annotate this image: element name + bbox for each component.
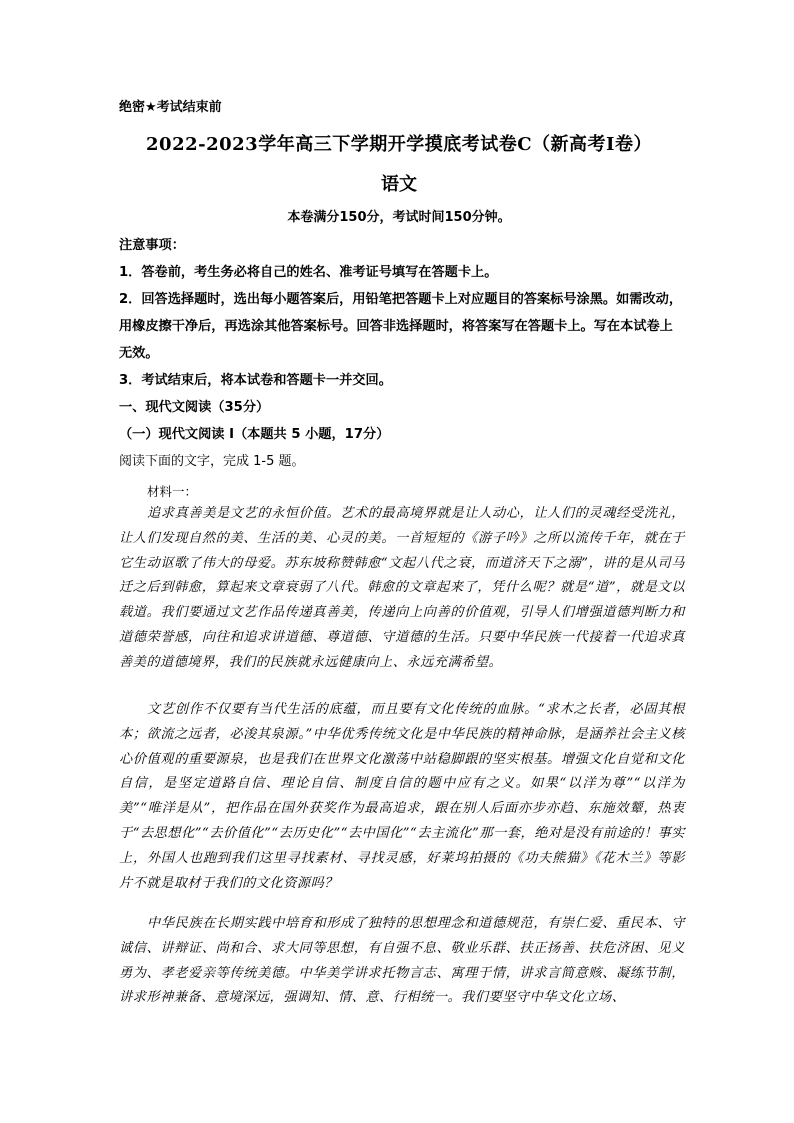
exam-title: 2022-2023学年高三下学期开学摸底考试卷C（新高考I卷） (146, 134, 652, 155)
material-paragraph: 追求真善美是文艺的永恒价值。艺术的最高境界就是让人动心，让人们的灵魂经受洗礼，让人们发现自然的美、生活的美、心灵的美。一首短短的《游子吟》之所以流传千年，就在于它生动讴歌了伟大的母爱。苏东坡称赞韩愈“文起八代之衰，而道济天下之溺”，讲的是从司马迁之后到韩愈，算起来文章衰弱了八代。韩愈的文章起来了，凭什么呢？就是“道”，就是文以载道。我们要通过文艺作品传递真善美，传递向上向善的价值观，引导人们增强道德判断力和道德荣誉感，向往和追求讲道德、尊道德、守道德的生活。只要中华民族一代接着一代追求真善美的道德境界，我们的民族就永远健康向上、永远充满希望。 (119, 506, 685, 670)
section-subtitle: （一）现代文阅读 I（本题共 5 小题，17分） (119, 427, 390, 442)
material-label: 材料一： (147, 484, 198, 499)
notice-item-2: 2．回答选择题时，选出每小题答案后，用铅笔把答题卡上对应题目的答案标号涂黑。如需改动，用橡皮擦干净后，再选涂其他答案标号。回答非选择题时，将答案写在答题卡上。写在本试卷上无效。 (119, 292, 683, 361)
subject-title: 语文 (381, 174, 417, 195)
reading-instruction: 阅读下面的文字，完成 1-5 题。 (119, 454, 305, 469)
confidential-mark: 绝密★考试结束前 (119, 100, 222, 115)
section-title: 一、现代文阅读（35分） (119, 400, 270, 415)
score-info: 本卷满分150分，考试时间150分钟。 (287, 210, 511, 225)
notice-item-1: 1．答卷前，考生务必将自己的姓名、准考证号填写在答题卡上。 (119, 265, 498, 280)
material-paragraph: 中华民族在长期实践中培育和形成了独特的思想理念和道德规范，有崇仁爱、重民本、守诚信、讲辩证、尚和合、求大同等思想，有自强不息、敬业乐群、扶正扬善、扶危济困、见义勇为、孝老爱亲等传统美德。中华美学讲求托物言志、寓理于情，讲求言简意赅、凝练节制，讲求形神兼备、意境深远，强调知、情、意、行相统一。我们要坚守中华文化立场、 (119, 916, 685, 1006)
notice-item-3: 3．考试结束后，将本试卷和答题卡一并交回。 (119, 373, 392, 388)
notice-title: 注意事项： (119, 238, 185, 253)
material-paragraph: 文艺创作不仅要有当代生活的底蕴，而且要有文化传统的血脉。“求木之长者，必固其根本；欲流之远者，必浚其泉源。”中华优秀传统文化是中华民族的精神命脉，是涵养社会主义核心价值观的重要源泉，也是我们在世界文化激荡中站稳脚跟的坚实根基。增强文化自觉和文化自信，是坚定道路自信、理论自信、制度自信的题中应有之义。如果“以洋为尊”“以洋为美”“唯洋是从”，把作品在国外获奖作为最高追求，跟在别人后面亦步亦趋、东施效颦，热衷于“去思想化”“去价值化”“去历史化”“去中国化”“去主流化”那一套，绝对是没有前途的！事实上，外国人也跑到我们这里寻找素材、寻找灵感，好莱坞拍摄的《功夫熊猫》《花木兰》等影片不就是取材于我们的文化资源吗？ (119, 702, 685, 891)
